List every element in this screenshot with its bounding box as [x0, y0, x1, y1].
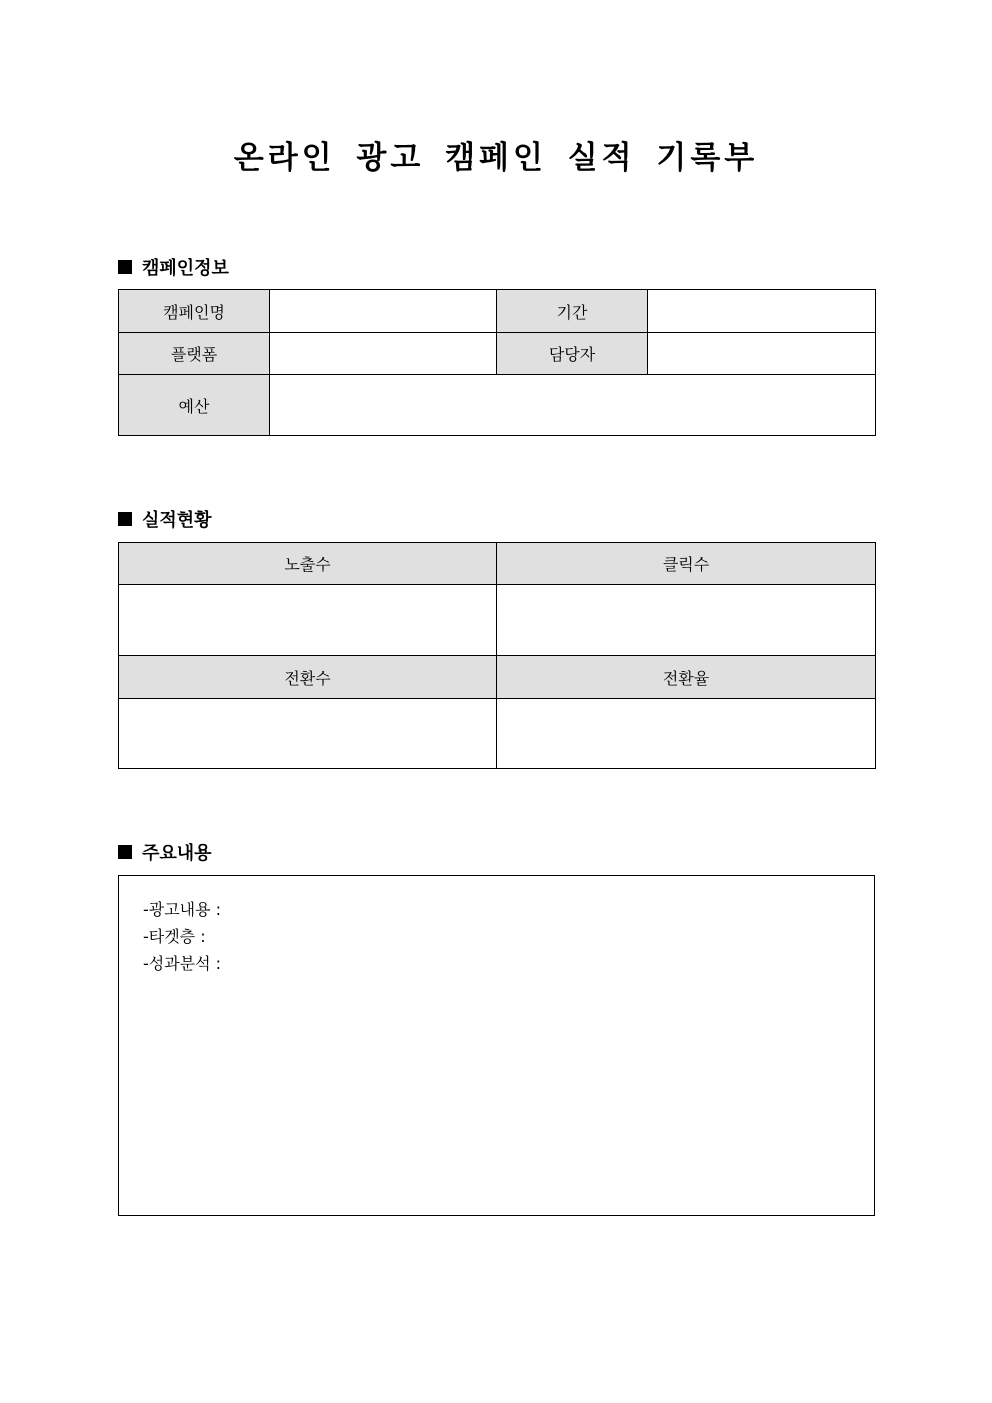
impressions-field[interactable]	[119, 585, 497, 656]
document-title: 온라인 광고 캠페인 실적 기록부	[233, 140, 759, 176]
platform-field[interactable]	[270, 333, 497, 375]
campaign-info-heading-text: 캠페인정보	[142, 258, 229, 279]
manager-label: 담당자	[497, 333, 648, 375]
performance-analysis-line: -성과분석 :	[143, 954, 222, 973]
summary-heading	[118, 839, 212, 865]
target-audience-line: -타겟층 :	[143, 927, 206, 946]
period-field[interactable]	[648, 290, 876, 333]
campaign-info-table	[118, 289, 876, 436]
conversions-field[interactable]	[119, 699, 497, 769]
table-row	[119, 656, 876, 699]
summary-box[interactable]	[118, 875, 875, 1216]
table-row	[119, 375, 876, 436]
table-row	[119, 290, 876, 333]
square-bullet-icon	[118, 845, 132, 859]
platform-label: 플랫폼	[119, 333, 270, 375]
table-row	[119, 585, 876, 656]
summary-lines	[143, 896, 221, 977]
clicks-field[interactable]	[497, 585, 876, 656]
summary-heading-text: 주요내용	[142, 843, 212, 864]
square-bullet-icon	[118, 512, 132, 526]
manager-field[interactable]	[648, 333, 876, 375]
conversion-rate-label: 전환율	[497, 656, 876, 699]
performance-heading	[118, 506, 212, 532]
square-bullet-icon	[118, 260, 132, 274]
budget-field[interactable]	[270, 375, 876, 436]
table-row	[119, 699, 876, 769]
performance-heading-text: 실적현황	[142, 510, 212, 531]
campaign-name-field[interactable]	[270, 290, 497, 333]
clicks-label: 클릭수	[497, 543, 876, 585]
conversions-label: 전환수	[119, 656, 497, 699]
ad-content-line: -광고내용 :	[143, 900, 222, 919]
period-label: 기간	[497, 290, 648, 333]
campaign-info-heading	[118, 254, 229, 280]
performance-table	[118, 542, 876, 769]
impressions-label: 노출수	[119, 543, 497, 585]
campaign-name-label: 캠페인명	[119, 290, 270, 333]
table-row	[119, 543, 876, 585]
conversion-rate-field[interactable]	[497, 699, 876, 769]
budget-label: 예산	[119, 375, 270, 436]
table-row	[119, 333, 876, 375]
